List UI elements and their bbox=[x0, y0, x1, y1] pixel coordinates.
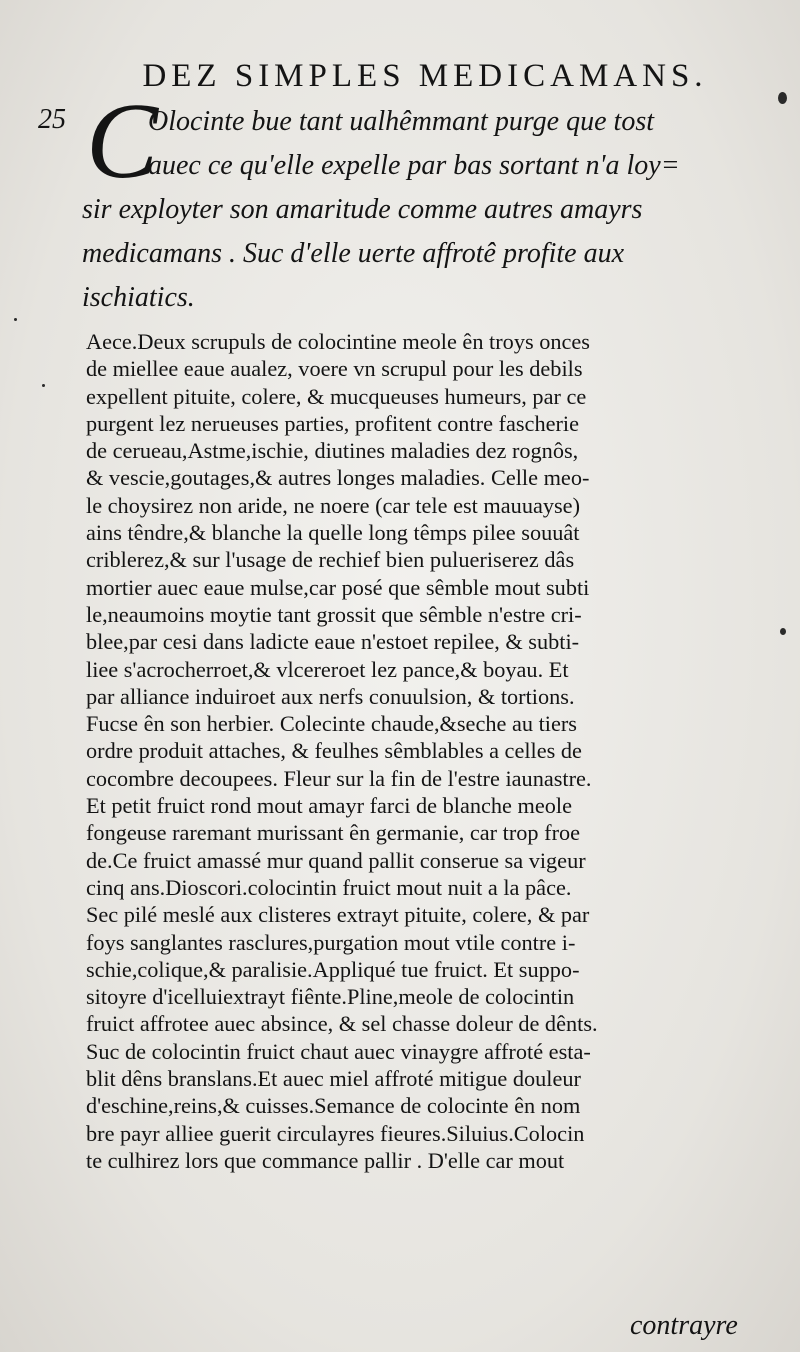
body-line: liee s'acrocherroet,& vlcereroet lez pance,& boyau. Et bbox=[86, 656, 569, 682]
ink-speck bbox=[778, 92, 787, 104]
body-line: ains têndre,& blanche la quelle long têmps pilee souuât bbox=[86, 520, 580, 546]
body-line: Et petit fruict rond mout amayr farci de blanche meole bbox=[86, 793, 573, 819]
body-line: purgent lez nerueuses parties, profitent contre fascherie bbox=[86, 410, 580, 436]
body-line: cocombre decoupees. Fleur sur la fin de l'estre iaunastre. bbox=[86, 765, 592, 791]
body-line: blee,par cesi dans ladicte eaue n'estoet repilee, & subti- bbox=[86, 629, 580, 655]
drop-cap: C bbox=[86, 82, 159, 201]
body-line: cinq ans.Dioscori.colocintin fruict mout nuit a la pâce. bbox=[86, 874, 572, 900]
intro-line: sir exployter son amaritude comme autres amayrs bbox=[82, 194, 643, 225]
intro-line: Olocinte bue tant ualhêmmant purge que tost bbox=[148, 106, 654, 137]
body-line: fruict affrotee auec absince, & sel chasse doleur de dênts. bbox=[86, 1011, 598, 1037]
intro-line: medicamans . Suc d'elle uerte affrotê profite aux bbox=[82, 238, 625, 269]
body-line: schie,colique,& paralisie.Appliqué tue fruict. Et suppo- bbox=[86, 956, 580, 982]
body-line: expellent pituite, colere, & mucqueuses humeurs, par ce bbox=[86, 383, 587, 409]
body-line: de cerueau,Astme,ischie, diutines maladies dez rognôs, bbox=[86, 438, 579, 464]
body-line: Fucse ên son herbier. Colecinte chaude,&seche au tiers bbox=[86, 711, 577, 737]
ink-speck bbox=[42, 384, 45, 387]
body-line: foys sanglantes rasclures,purgation mout vtile contre i- bbox=[86, 929, 576, 955]
body-line: te culhirez lors que commance pallir . D'elle car mout bbox=[86, 1147, 565, 1173]
body-line: par alliance induiroet aux nerfs conuulsion, & tortions. bbox=[86, 683, 575, 709]
body-line: Aece.Deux scrupuls de colocintine meole ên troys onces bbox=[86, 329, 590, 354]
body-line: de miellee eaue aualez, voere vn scrupul pour les debils bbox=[86, 356, 583, 382]
body-line: le,neaumoins moytie tant grossit que sêmble n'estre cri- bbox=[86, 601, 582, 627]
margin-number: 25 bbox=[38, 104, 66, 135]
body-line: de.Ce fruict amassé mur quand pallit conserue sa vigeur bbox=[86, 847, 586, 873]
body-line: mortier auec eaue mulse,car posé que sêmble mout subti bbox=[86, 574, 590, 600]
catchword: contrayre bbox=[630, 1310, 738, 1341]
body-line: blit dêns branslans.Et auec miel affroté mitigue douleur bbox=[86, 1066, 581, 1092]
body-line: sitoyre d'icelluiextrayt fiênte.Pline,meole de colocintin bbox=[86, 984, 575, 1010]
running-head: DEZ SIMPLES MEDICAMANS. bbox=[142, 58, 708, 94]
ink-speck bbox=[780, 628, 786, 635]
body-line: fongeuse raremant murissant ên germanie, car trop froe bbox=[86, 820, 581, 846]
body-line: bre payr alliee guerit circulayres fieures.Siluius.Colocin bbox=[86, 1120, 585, 1146]
body-line: le choysirez non aride, ne noere (car tele est mauuayse) bbox=[86, 492, 581, 518]
body-line: ordre produit attaches, & feulhes sêmblables a celles de bbox=[86, 738, 582, 764]
body-line: Sec pilé meslé aux clisteres extrayt pituite, colere, & par bbox=[86, 902, 590, 928]
body-line: d'eschine,reins,& cuisses.Semance de colocinte ên nom bbox=[86, 1093, 581, 1119]
intro-paragraph bbox=[82, 100, 782, 320]
ink-speck bbox=[14, 318, 17, 321]
body-line: criblerez,& sur l'usage de rechief bien pulueriserez dâs bbox=[86, 547, 575, 573]
body-line: Suc de colocintin fruict chaut auec vinaygre affroté esta- bbox=[86, 1038, 591, 1064]
intro-line: auec ce qu'elle expelle par bas sortant n'a loy= bbox=[148, 150, 680, 181]
body-line: & vescie,goutages,& autres longes maladies. Celle meo- bbox=[86, 465, 590, 491]
intro-line: ischiatics. bbox=[82, 282, 195, 313]
body-text bbox=[86, 328, 776, 1174]
